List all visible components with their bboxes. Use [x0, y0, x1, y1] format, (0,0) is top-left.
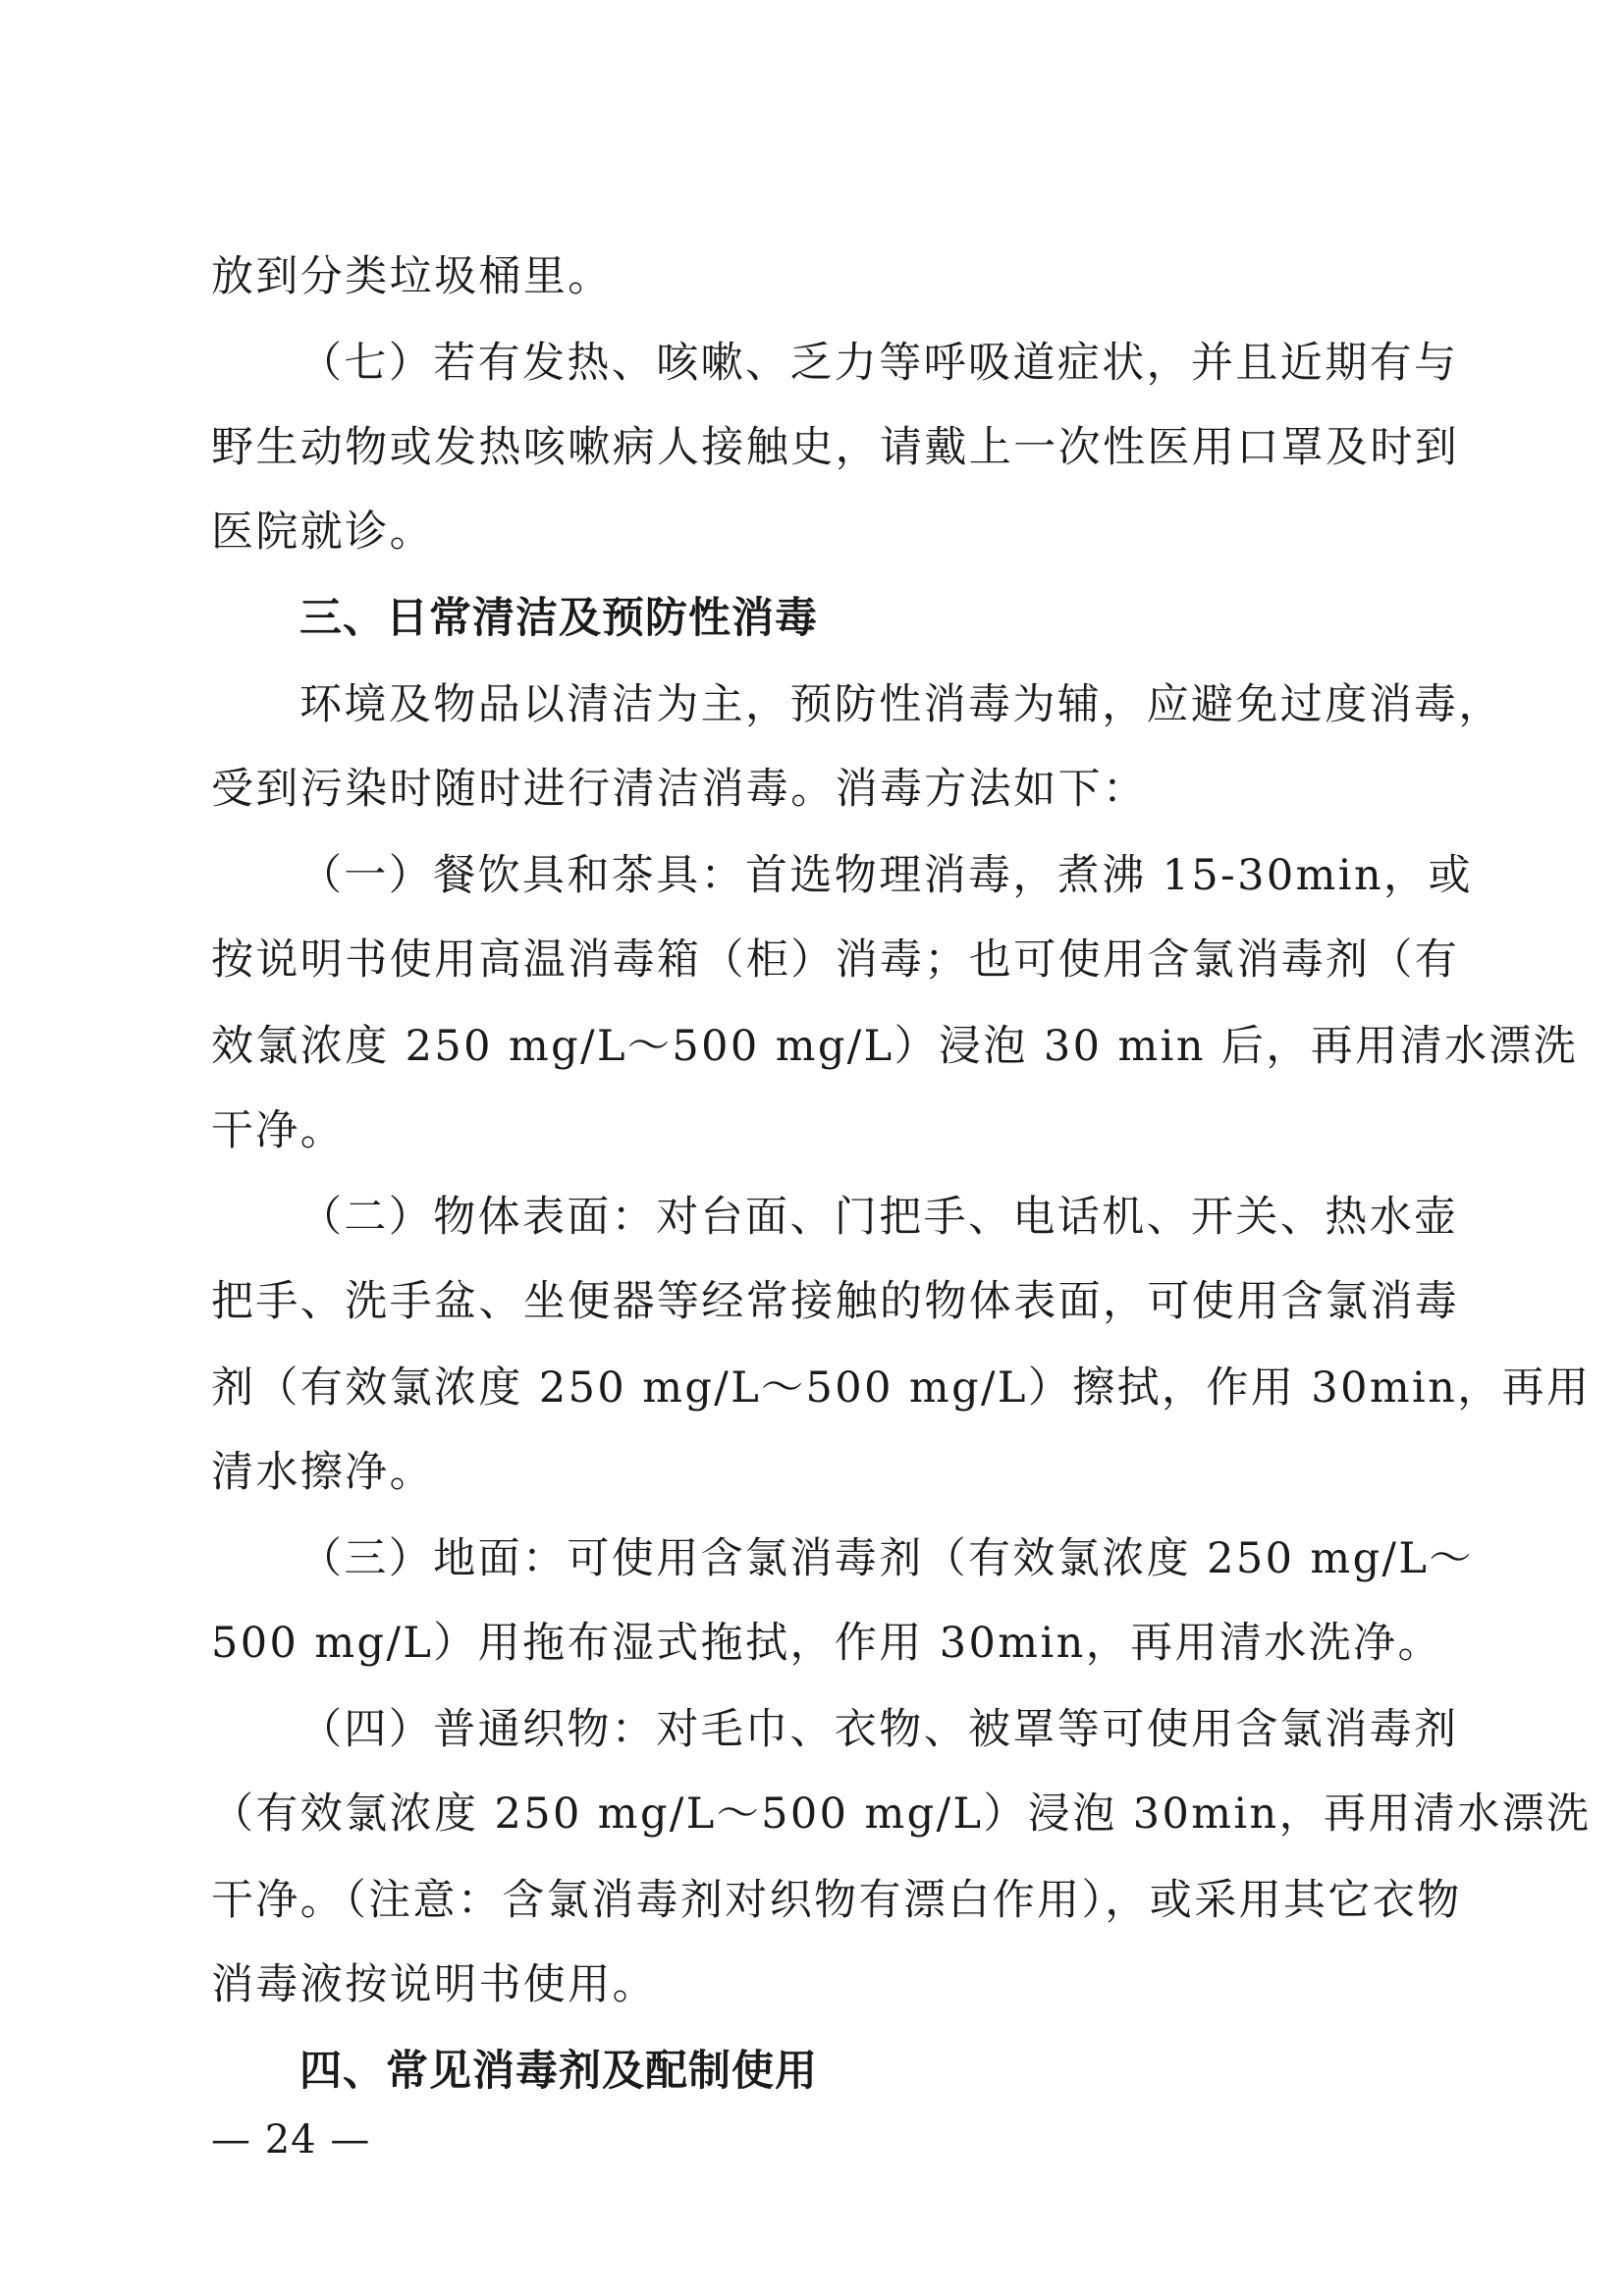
- text-line: 环境及物品以清洁为主，预防性消毒为辅，应避免过度消毒，: [299, 680, 1503, 729]
- text-line: 按说明书使用高温消毒箱（柜）消毒；也可使用含氯消毒剂（有: [211, 935, 1460, 985]
- section-heading: 四、常见消毒剂及配制使用: [299, 2047, 818, 2096]
- text-line: 清水擦净。: [211, 1448, 434, 1497]
- text-line: 500 mg/L）用拖布湿式拖拭，作用 30min，再用清水洗净。: [211, 1619, 1442, 1668]
- text-line: 干净。（注意：含氯消毒剂对织物有漂白作用），或采用其它衣物: [211, 1876, 1462, 1925]
- text-line: 受到污染时随时进行清洁消毒。消毒方法如下：: [211, 765, 1148, 814]
- text-line: 野生动物或发热咳嗽病人接触史，请戴上一次性医用口罩及时到: [211, 423, 1460, 472]
- text-line: （二）物体表面：对台面、门把手、电话机、开关、热水壶: [299, 1193, 1459, 1242]
- text-line: （一）餐饮具和茶具：首选物理消毒，煮沸 15-30min，或: [299, 851, 1473, 900]
- section-heading: 三、日常清洁及预防性消毒: [299, 594, 818, 643]
- text-line: 医院就诊。: [211, 507, 434, 557]
- page-number: — 24 —: [211, 2117, 371, 2163]
- text-line: 把手、洗手盆、坐便器等经常接触的物体表面，可使用含氯消毒: [211, 1277, 1460, 1326]
- text-line: （四）普通织物：对毛巾、衣物、被罩等可使用含氯消毒剂: [299, 1705, 1459, 1754]
- text-line: 消毒液按说明书使用。: [211, 1960, 657, 2009]
- text-line: （有效氯浓度 250 mg/L～500 mg/L）浸泡 30min，再用清水漂洗: [211, 1789, 1592, 1839]
- text-line: （七）若有发热、咳嗽、乏力等呼吸道症状，并且近期有与: [299, 339, 1459, 388]
- text-line: （三）地面：可使用含氯消毒剂（有效氯浓度 250 mg/L～: [299, 1534, 1474, 1583]
- text-line: 干净。: [211, 1106, 346, 1155]
- text-line: 剂（有效氯浓度 250 mg/L～500 mg/L）擦拭，作用 30min，再用: [211, 1363, 1592, 1413]
- text-line: 放到分类垃圾桶里。: [211, 252, 613, 301]
- text-line: 效氯浓度 250 mg/L～500 mg/L）浸泡 30 min 后，再用清水漂洗: [211, 1022, 1579, 1071]
